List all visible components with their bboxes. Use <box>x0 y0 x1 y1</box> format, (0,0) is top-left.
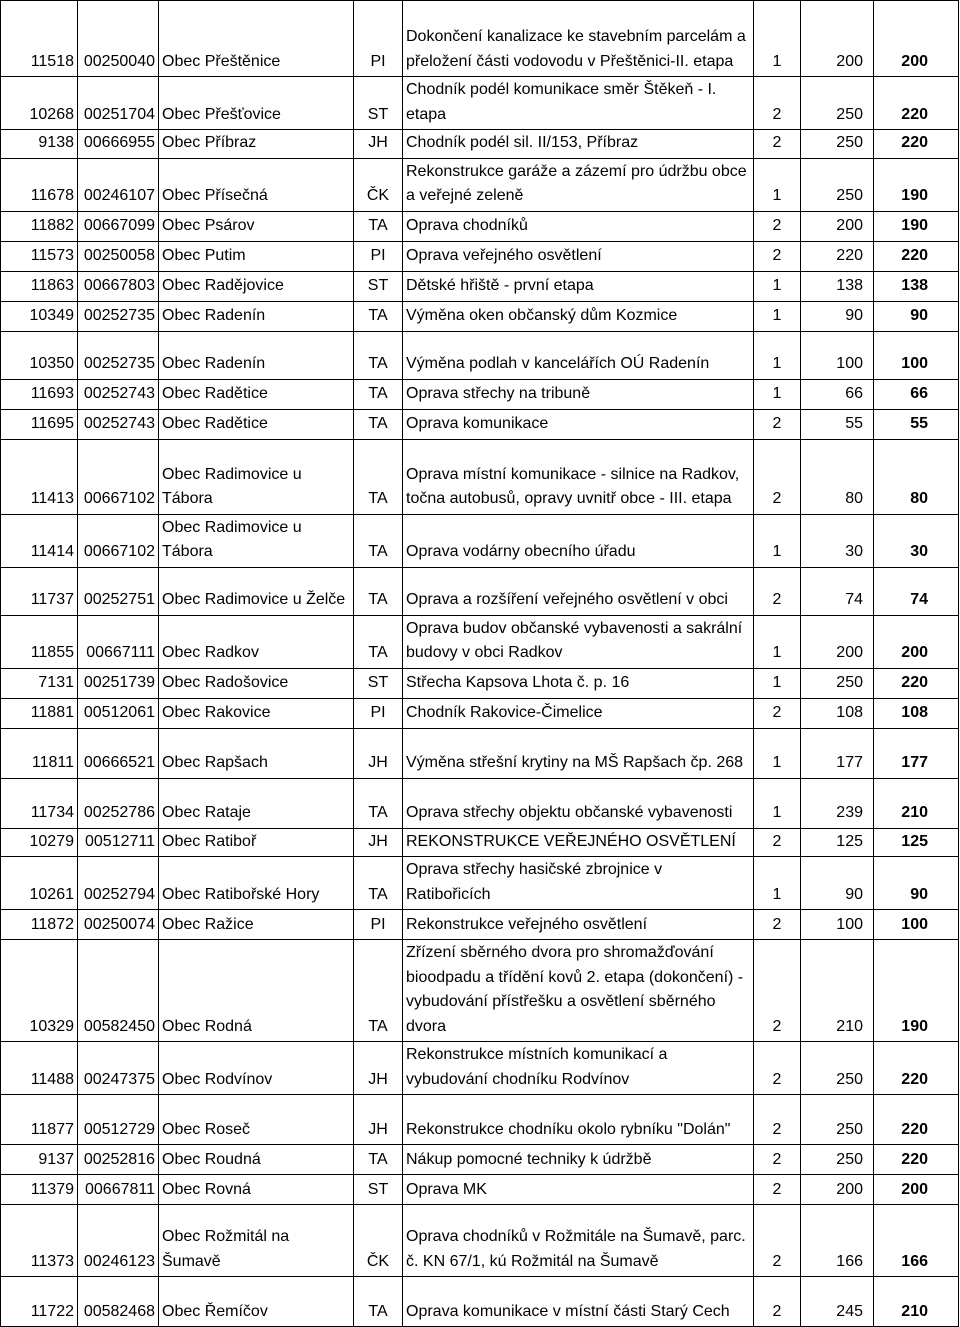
cell-akce: Výměna podlah v kancelářích OÚ Radenín <box>403 331 754 379</box>
cell-pozadovano: 239 <box>801 778 874 828</box>
cell-ico: 00252786 <box>78 778 159 828</box>
cell-ico: 00246107 <box>78 158 159 211</box>
cell-id: 11881 <box>1 698 78 728</box>
cell-prideleno: 74 <box>874 567 959 615</box>
cell-ico: 00667811 <box>78 1175 159 1205</box>
table-row <box>1 668 959 698</box>
cell-kraj: TA <box>354 439 403 514</box>
cell-id: 10279 <box>1 828 78 857</box>
table-row <box>1 271 959 301</box>
cell-ico: 00667111 <box>78 615 159 668</box>
cell-id: 11811 <box>1 728 78 778</box>
cell-kraj: JH <box>354 1095 403 1145</box>
cell-id: 7131 <box>1 668 78 698</box>
cell-obec: Obec Rodvínov <box>159 1042 354 1095</box>
cell-prideleno: 108 <box>874 698 959 728</box>
table-row <box>1 158 959 211</box>
cell-kraj: PI <box>354 910 403 940</box>
table-row <box>1 940 959 1042</box>
cell-pozadovano: 200 <box>801 615 874 668</box>
table-row <box>1 728 959 778</box>
cell-prideleno: 220 <box>874 77 959 130</box>
cell-priorita: 2 <box>754 241 801 271</box>
cell-pozadovano: 74 <box>801 567 874 615</box>
cell-pozadovano: 220 <box>801 241 874 271</box>
cell-obec: Obec Radětice <box>159 409 354 439</box>
cell-ico: 00250058 <box>78 241 159 271</box>
cell-pozadovano: 90 <box>801 857 874 910</box>
table-row <box>1 615 959 668</box>
cell-priorita: 1 <box>754 379 801 409</box>
cell-ico: 00250074 <box>78 910 159 940</box>
cell-id: 11855 <box>1 615 78 668</box>
cell-pozadovano: 90 <box>801 301 874 331</box>
cell-pozadovano: 177 <box>801 728 874 778</box>
cell-priorita: 1 <box>754 301 801 331</box>
cell-pozadovano: 200 <box>801 1 874 77</box>
cell-kraj: JH <box>354 828 403 857</box>
cell-akce: Výměna oken občanský dům Kozmice <box>403 301 754 331</box>
table-row <box>1 1095 959 1145</box>
cell-kraj: TA <box>354 301 403 331</box>
cell-akce: Oprava vodárny obecního úřadu <box>403 514 754 567</box>
cell-akce: Oprava komunikace v místní části Starý Cech <box>403 1277 754 1327</box>
cell-id: 11872 <box>1 910 78 940</box>
cell-id: 11379 <box>1 1175 78 1205</box>
cell-prideleno: 210 <box>874 1277 959 1327</box>
cell-obec: Obec Ražice <box>159 910 354 940</box>
cell-akce: Oprava a rozšíření veřejného osvětlení v obci <box>403 567 754 615</box>
cell-priorita: 2 <box>754 698 801 728</box>
cell-id: 11737 <box>1 567 78 615</box>
cell-priorita: 2 <box>754 77 801 130</box>
cell-pozadovano: 138 <box>801 271 874 301</box>
cell-pozadovano: 250 <box>801 158 874 211</box>
table-row <box>1 1 959 77</box>
table-row <box>1 409 959 439</box>
cell-id: 10329 <box>1 940 78 1042</box>
cell-prideleno: 100 <box>874 910 959 940</box>
cell-pozadovano: 30 <box>801 514 874 567</box>
cell-ico: 00250040 <box>78 1 159 77</box>
cell-pozadovano: 245 <box>801 1277 874 1327</box>
cell-id: 11722 <box>1 1277 78 1327</box>
cell-ico: 00252751 <box>78 567 159 615</box>
table-body <box>1 1 959 1327</box>
cell-priorita: 2 <box>754 1205 801 1277</box>
cell-obec: Obec Přešťovice <box>159 77 354 130</box>
cell-priorita: 2 <box>754 439 801 514</box>
cell-kraj: TA <box>354 331 403 379</box>
cell-pozadovano: 100 <box>801 910 874 940</box>
table-row <box>1 1205 959 1277</box>
cell-id: 11678 <box>1 158 78 211</box>
cell-obec: Obec Radimovice u Želče <box>159 567 354 615</box>
cell-priorita: 1 <box>754 778 801 828</box>
table-row <box>1 857 959 910</box>
cell-priorita: 2 <box>754 1175 801 1205</box>
cell-prideleno: 220 <box>874 1042 959 1095</box>
cell-priorita: 1 <box>754 271 801 301</box>
cell-obec: Obec Radenín <box>159 331 354 379</box>
cell-pozadovano: 166 <box>801 1205 874 1277</box>
cell-ico: 00512061 <box>78 698 159 728</box>
cell-ico: 00582450 <box>78 940 159 1042</box>
cell-prideleno: 138 <box>874 271 959 301</box>
table-row <box>1 241 959 271</box>
cell-priorita: 1 <box>754 514 801 567</box>
cell-akce: Oprava chodníků <box>403 211 754 241</box>
cell-akce: Dětské hřiště - první etapa <box>403 271 754 301</box>
cell-priorita: 2 <box>754 567 801 615</box>
table-row <box>1 1145 959 1175</box>
cell-priorita: 2 <box>754 828 801 857</box>
cell-akce: Oprava veřejného osvětlení <box>403 241 754 271</box>
cell-id: 10350 <box>1 331 78 379</box>
cell-kraj: TA <box>354 857 403 910</box>
cell-prideleno: 30 <box>874 514 959 567</box>
cell-kraj: TA <box>354 1145 403 1175</box>
cell-prideleno: 210 <box>874 778 959 828</box>
cell-ico: 00667102 <box>78 439 159 514</box>
cell-prideleno: 90 <box>874 857 959 910</box>
table-row <box>1 331 959 379</box>
cell-akce: Oprava MK <box>403 1175 754 1205</box>
cell-akce: Dokončení kanalizace ke stavebním parcelám a přeložení části vodovodu v Přeštěnici-II. etapa <box>403 1 754 77</box>
cell-pozadovano: 100 <box>801 331 874 379</box>
cell-akce: Rekonstrukce veřejného osvětlení <box>403 910 754 940</box>
cell-akce: Oprava budov občanské vybavenosti a sakrální budovy v obci Radkov <box>403 615 754 668</box>
cell-obec: Obec Roudná <box>159 1145 354 1175</box>
cell-pozadovano: 200 <box>801 1175 874 1205</box>
cell-obec: Obec Radětice <box>159 379 354 409</box>
cell-priorita: 2 <box>754 910 801 940</box>
cell-prideleno: 220 <box>874 1145 959 1175</box>
cell-prideleno: 80 <box>874 439 959 514</box>
cell-ico: 00666521 <box>78 728 159 778</box>
cell-akce: Oprava střechy objektu občanské vybavenosti <box>403 778 754 828</box>
cell-ico: 00582468 <box>78 1277 159 1327</box>
cell-id: 11413 <box>1 439 78 514</box>
cell-pozadovano: 55 <box>801 409 874 439</box>
cell-prideleno: 190 <box>874 158 959 211</box>
cell-ico: 00247375 <box>78 1042 159 1095</box>
cell-pozadovano: 210 <box>801 940 874 1042</box>
cell-prideleno: 100 <box>874 331 959 379</box>
cell-id: 11863 <box>1 271 78 301</box>
cell-kraj: TA <box>354 615 403 668</box>
cell-kraj: JH <box>354 130 403 159</box>
cell-obec: Obec Přeštěnice <box>159 1 354 77</box>
cell-akce: Rekonstrukce chodníku okolo rybníku "Dolán" <box>403 1095 754 1145</box>
cell-priorita: 2 <box>754 1145 801 1175</box>
cell-id: 11693 <box>1 379 78 409</box>
cell-obec: Obec Řemíčov <box>159 1277 354 1327</box>
cell-priorita: 2 <box>754 940 801 1042</box>
cell-priorita: 2 <box>754 1042 801 1095</box>
cell-obec: Obec Radošovice <box>159 668 354 698</box>
cell-id: 11877 <box>1 1095 78 1145</box>
cell-kraj: TA <box>354 1277 403 1327</box>
cell-obec: Obec Radimovice u Tábora <box>159 439 354 514</box>
cell-obec: Obec Ratiboř <box>159 828 354 857</box>
cell-obec: Obec Radkov <box>159 615 354 668</box>
cell-ico: 00252735 <box>78 301 159 331</box>
cell-prideleno: 220 <box>874 130 959 159</box>
cell-prideleno: 66 <box>874 379 959 409</box>
table-row <box>1 130 959 159</box>
cell-id: 10349 <box>1 301 78 331</box>
cell-akce: Chodník Rakovice-Čimelice <box>403 698 754 728</box>
cell-priorita: 1 <box>754 668 801 698</box>
cell-kraj: TA <box>354 211 403 241</box>
cell-priorita: 1 <box>754 857 801 910</box>
cell-akce: Oprava střechy hasičské zbrojnice v Ratibořicích <box>403 857 754 910</box>
cell-kraj: TA <box>354 567 403 615</box>
cell-id: 11695 <box>1 409 78 439</box>
cell-akce: Oprava komunikace <box>403 409 754 439</box>
cell-obec: Obec Příbraz <box>159 130 354 159</box>
cell-kraj: TA <box>354 409 403 439</box>
cell-akce: Oprava chodníků v Rožmitále na Šumavě, parc. č. KN 67/1, kú Rožmitál na Šumavě <box>403 1205 754 1277</box>
cell-ico: 00512729 <box>78 1095 159 1145</box>
cell-priorita: 1 <box>754 1 801 77</box>
cell-priorita: 1 <box>754 615 801 668</box>
table-row <box>1 1042 959 1095</box>
cell-priorita: 2 <box>754 130 801 159</box>
cell-kraj: JH <box>354 728 403 778</box>
cell-obec: Obec Ratibořské Hory <box>159 857 354 910</box>
table-row <box>1 514 959 567</box>
table-row <box>1 828 959 857</box>
cell-id: 11414 <box>1 514 78 567</box>
cell-priorita: 1 <box>754 728 801 778</box>
cell-id: 11518 <box>1 1 78 77</box>
cell-akce: Oprava střechy na tribuně <box>403 379 754 409</box>
cell-kraj: ST <box>354 271 403 301</box>
cell-id: 10261 <box>1 857 78 910</box>
cell-akce: Oprava místní komunikace - silnice na Radkov, točna autobusů, opravy uvnitř obce - III. etapa <box>403 439 754 514</box>
table-row <box>1 778 959 828</box>
cell-priorita: 2 <box>754 1095 801 1145</box>
table-row <box>1 1277 959 1327</box>
cell-prideleno: 220 <box>874 1095 959 1145</box>
cell-obec: Obec Rodná <box>159 940 354 1042</box>
cell-obec: Obec Putim <box>159 241 354 271</box>
cell-akce: Střecha Kapsova Lhota č. p. 16 <box>403 668 754 698</box>
cell-akce: Zřízení sběrného dvora pro shromažďování bioodpadu a třídění kovů 2. etapa (dokončení) - vybudování přístřešku a osvětlení sběrného dvora <box>403 940 754 1042</box>
cell-kraj: ST <box>354 1175 403 1205</box>
cell-ico: 00667803 <box>78 271 159 301</box>
cell-obec: Obec Rožmitál na Šumavě <box>159 1205 354 1277</box>
table-row <box>1 567 959 615</box>
cell-prideleno: 55 <box>874 409 959 439</box>
cell-id: 11488 <box>1 1042 78 1095</box>
cell-prideleno: 200 <box>874 1 959 77</box>
cell-prideleno: 190 <box>874 211 959 241</box>
cell-pozadovano: 250 <box>801 1145 874 1175</box>
cell-ico: 00667102 <box>78 514 159 567</box>
cell-id: 11734 <box>1 778 78 828</box>
table-row <box>1 698 959 728</box>
cell-prideleno: 220 <box>874 668 959 698</box>
cell-id: 11573 <box>1 241 78 271</box>
table-row <box>1 439 959 514</box>
cell-id: 10268 <box>1 77 78 130</box>
cell-obec: Obec Roseč <box>159 1095 354 1145</box>
cell-kraj: PI <box>354 698 403 728</box>
cell-prideleno: 166 <box>874 1205 959 1277</box>
cell-id: 11373 <box>1 1205 78 1277</box>
cell-obec: Obec Radenín <box>159 301 354 331</box>
cell-priorita: 2 <box>754 211 801 241</box>
cell-obec: Obec Rapšach <box>159 728 354 778</box>
cell-priorita: 1 <box>754 158 801 211</box>
cell-prideleno: 200 <box>874 1175 959 1205</box>
table-row <box>1 301 959 331</box>
cell-pozadovano: 66 <box>801 379 874 409</box>
cell-ico: 00252794 <box>78 857 159 910</box>
cell-prideleno: 190 <box>874 940 959 1042</box>
cell-pozadovano: 125 <box>801 828 874 857</box>
cell-ico: 00252735 <box>78 331 159 379</box>
cell-ico: 00512711 <box>78 828 159 857</box>
cell-kraj: ST <box>354 668 403 698</box>
cell-id: 9138 <box>1 130 78 159</box>
cell-ico: 00251739 <box>78 668 159 698</box>
cell-akce: Výměna střešní krytiny na MŠ Rapšach čp. 268 <box>403 728 754 778</box>
cell-obec: Obec Přísečná <box>159 158 354 211</box>
cell-pozadovano: 80 <box>801 439 874 514</box>
cell-ico: 00666955 <box>78 130 159 159</box>
cell-akce: Chodník podél sil. II/153, Příbraz <box>403 130 754 159</box>
cell-pozadovano: 250 <box>801 1095 874 1145</box>
cell-obec: Obec Rovná <box>159 1175 354 1205</box>
cell-kraj: ČK <box>354 1205 403 1277</box>
cell-obec: Obec Radějovice <box>159 271 354 301</box>
table-row <box>1 77 959 130</box>
table-row <box>1 1175 959 1205</box>
table-row <box>1 379 959 409</box>
cell-kraj: TA <box>354 514 403 567</box>
cell-prideleno: 90 <box>874 301 959 331</box>
cell-ico: 00252816 <box>78 1145 159 1175</box>
cell-pozadovano: 250 <box>801 77 874 130</box>
cell-kraj: TA <box>354 379 403 409</box>
cell-ico: 00252743 <box>78 379 159 409</box>
cell-pozadovano: 250 <box>801 1042 874 1095</box>
cell-prideleno: 177 <box>874 728 959 778</box>
cell-kraj: ST <box>354 77 403 130</box>
cell-id: 11882 <box>1 211 78 241</box>
cell-ico: 00246123 <box>78 1205 159 1277</box>
table-row <box>1 211 959 241</box>
cell-kraj: PI <box>354 1 403 77</box>
cell-id: 9137 <box>1 1145 78 1175</box>
cell-prideleno: 200 <box>874 615 959 668</box>
cell-akce: Nákup pomocné techniky k údržbě <box>403 1145 754 1175</box>
cell-obec: Obec Rataje <box>159 778 354 828</box>
cell-akce: Chodník podél komunikace směr Štěkeň - I. etapa <box>403 77 754 130</box>
cell-kraj: ČK <box>354 158 403 211</box>
cell-kraj: PI <box>354 241 403 271</box>
cell-pozadovano: 250 <box>801 130 874 159</box>
cell-pozadovano: 108 <box>801 698 874 728</box>
cell-akce: REKONSTRUKCE VEŘEJNÉHO OSVĚTLENÍ <box>403 828 754 857</box>
cell-pozadovano: 250 <box>801 668 874 698</box>
cell-obec: Obec Rakovice <box>159 698 354 728</box>
table-row <box>1 910 959 940</box>
cell-prideleno: 220 <box>874 241 959 271</box>
cell-priorita: 2 <box>754 409 801 439</box>
cell-ico: 00251704 <box>78 77 159 130</box>
cell-obec: Obec Psárov <box>159 211 354 241</box>
cell-ico: 00667099 <box>78 211 159 241</box>
cell-kraj: JH <box>354 1042 403 1095</box>
cell-akce: Rekonstrukce místních komunikací a vybudování chodníku Rodvínov <box>403 1042 754 1095</box>
cell-priorita: 1 <box>754 331 801 379</box>
cell-kraj: TA <box>354 940 403 1042</box>
cell-kraj: TA <box>354 778 403 828</box>
cell-pozadovano: 200 <box>801 211 874 241</box>
cell-ico: 00252743 <box>78 409 159 439</box>
cell-prideleno: 125 <box>874 828 959 857</box>
cell-akce: Rekonstrukce garáže a zázemí pro údržbu obce a veřejné zeleně <box>403 158 754 211</box>
cell-obec: Obec Radimovice u Tábora <box>159 514 354 567</box>
cell-priorita: 2 <box>754 1277 801 1327</box>
